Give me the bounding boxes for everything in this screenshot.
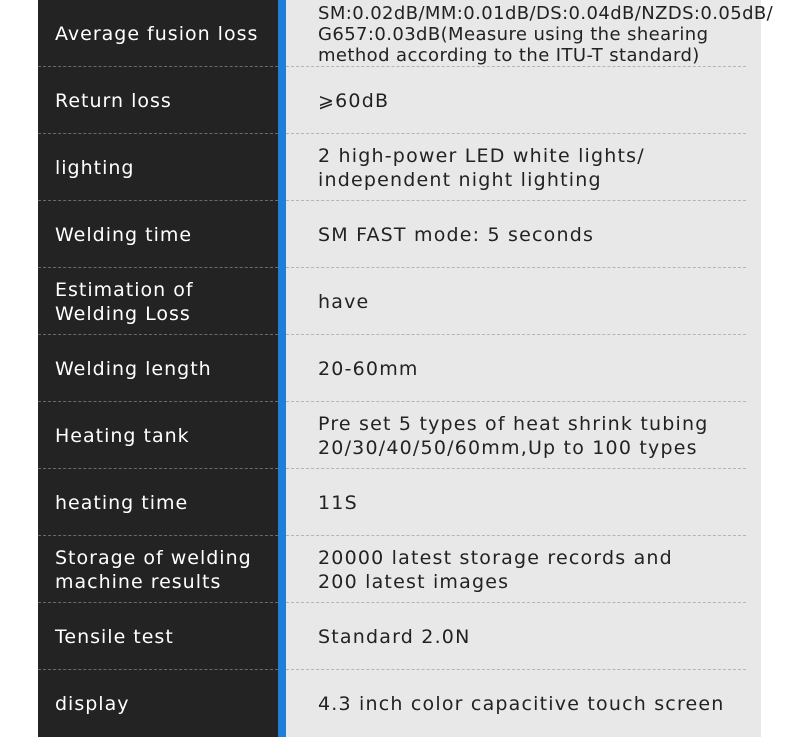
spec-row-welding-time	[38, 201, 761, 268]
spec-value: 20000 latest storage records and 200 latest images	[318, 546, 673, 593]
spec-row-welding-loss-estimation	[38, 268, 761, 335]
spec-label: Storage of welding machine results	[55, 546, 252, 593]
spec-value: 11S	[318, 491, 358, 514]
spec-value: 4.3 inch color capacitive touch screen	[318, 692, 725, 715]
spec-value: SM:0.02dB/MM:0.01dB/DS:0.04dB/NZDS:0.05dB/ G657:0.03dB(Measure using the shearing method according to the ITU-T standard)	[318, 3, 774, 66]
spec-row-storage-of-results	[38, 536, 761, 603]
spec-row-heating-tank	[38, 402, 761, 469]
spec-row-heating-time	[38, 469, 761, 536]
spec-label: Return loss	[55, 89, 172, 112]
spec-label: heating time	[55, 491, 189, 514]
spec-label: Estimation of Welding Loss	[55, 278, 194, 325]
spec-value: have	[318, 290, 370, 313]
spec-row-return-loss	[38, 67, 761, 134]
spec-label: Welding time	[55, 223, 193, 246]
spec-row-lighting	[38, 134, 761, 201]
spec-label: lighting	[55, 156, 135, 179]
spec-label: display	[55, 692, 130, 715]
spec-value: 20-60mm	[318, 357, 419, 380]
spec-value: Pre set 5 types of heat shrink tubing 20/30/40/50/60mm,Up to 100 types	[318, 412, 709, 459]
spec-row-average-fusion-loss	[38, 0, 774, 67]
spec-value: 2 high-power LED white lights/ independent night lighting	[318, 144, 645, 191]
spec-row-welding-length	[38, 335, 761, 402]
spec-value: ⩾60dB	[318, 89, 390, 112]
spec-label: Average fusion loss	[55, 22, 259, 45]
spec-table	[38, 0, 774, 737]
spec-row-tensile-test	[38, 603, 761, 670]
spec-label: Tensile test	[55, 625, 174, 648]
spec-value: SM FAST mode: 5 seconds	[318, 223, 595, 246]
spec-row-display	[38, 670, 761, 737]
spec-label: Heating tank	[55, 424, 190, 447]
spec-value: Standard 2.0N	[318, 625, 471, 648]
spec-label: Welding length	[55, 357, 212, 380]
